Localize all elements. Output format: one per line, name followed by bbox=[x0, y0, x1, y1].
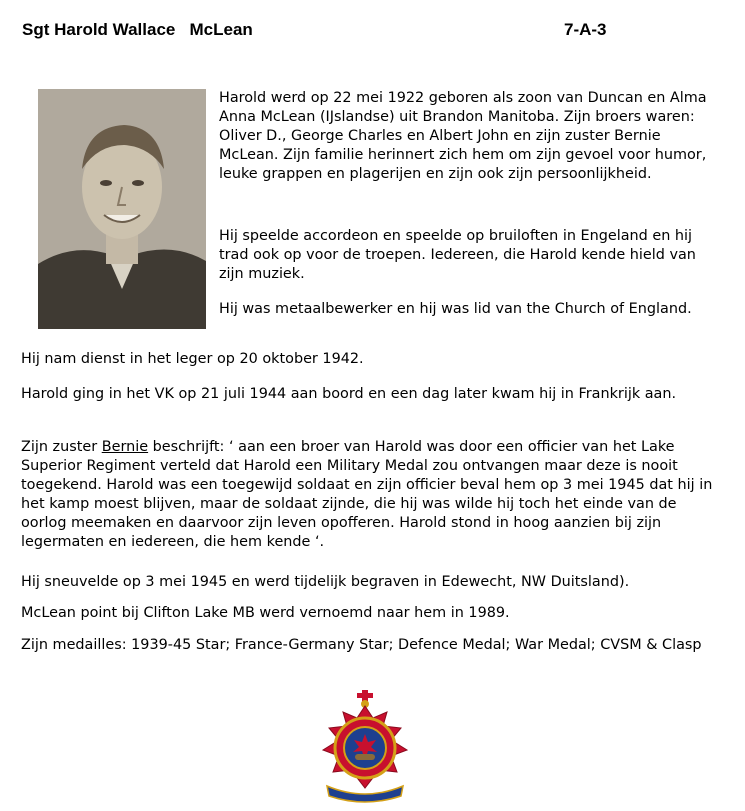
bio-paragraph-5: Harold ging in het VK op 21 juli 1944 aan boord en een dag later kwam hij in Frankrijk aan. bbox=[21, 386, 677, 402]
sister-name: Bernie bbox=[101, 439, 149, 455]
bio-paragraph-8: McLean point bij Clifton Lake MB werd vernoemd naar hem in 1989. bbox=[21, 605, 510, 621]
bio-paragraph-7: Hij sneuvelde op 3 mei 1945 en werd tijdelijk begraven in Edewecht, NW Duitsland). bbox=[21, 574, 630, 590]
bio-paragraph-6 bbox=[21, 438, 726, 552]
p6-prefix: Zijn zuster bbox=[21, 439, 102, 455]
portrait-photo bbox=[38, 89, 206, 329]
bio-paragraph-1: Harold werd op 22 mei 1922 geboren als zoon van Duncan en Alma Anna McLean (IJslandse) uit Brandon Manitoba. Zijn broers waren: Oliver D., George Charles en Albert John en zijn zuster Bernie McLean. Zijn familie herinnert zich hem om zijn gevoel voor humor, leuke grappen en plagerijen en zijn ook zijn persoonlijkheid. bbox=[219, 90, 707, 182]
bio-paragraph-4: Hij nam dienst in het leger op 20 oktober 1942. bbox=[21, 351, 364, 367]
bio-paragraph-2: Hij speelde accordeon en speelde op bruiloften in Engeland en hij trad ook op voor de troepen. Iedereen, die Harold kende hield van zijn muziek. bbox=[219, 228, 696, 282]
soldier-name: Sgt Harold Wallace McLean bbox=[22, 20, 253, 39]
grave-reference: 7-A-3 bbox=[564, 20, 607, 39]
p6-rest: beschrijft: ‘ aan een broer van Harold was door een officier van het Lake Superior Regiment verteld dat Harold een Military Medal zou ontvangen maar deze is nooit toegekend. Harold was een toegewijd soldaat en zijn officier beval hem op 3 mei 1945 dat hij in het kamp moest blijven, maar de soldaat zijnde, die hij was wilde hij toch het einde van de oorlog meemaken en daarvoor zijn leven opofferen. Harold stond in hoog aanzien bij zijn legermaten en iedereen, die hem kende ‘. bbox=[21, 439, 713, 550]
bio-paragraph-3: Hij was metaalbewerker en hij was lid van the Church of England. bbox=[219, 301, 692, 317]
page-header bbox=[22, 20, 722, 44]
regiment-badge-graphic bbox=[315, 690, 415, 806]
portrait-image bbox=[38, 89, 206, 329]
regiment-badge bbox=[315, 690, 415, 806]
bio-paragraph-9: Zijn medailles: 1939-45 Star; France-Germany Star; Defence Medal; War Medal; CVSM & Clasp bbox=[21, 637, 702, 653]
